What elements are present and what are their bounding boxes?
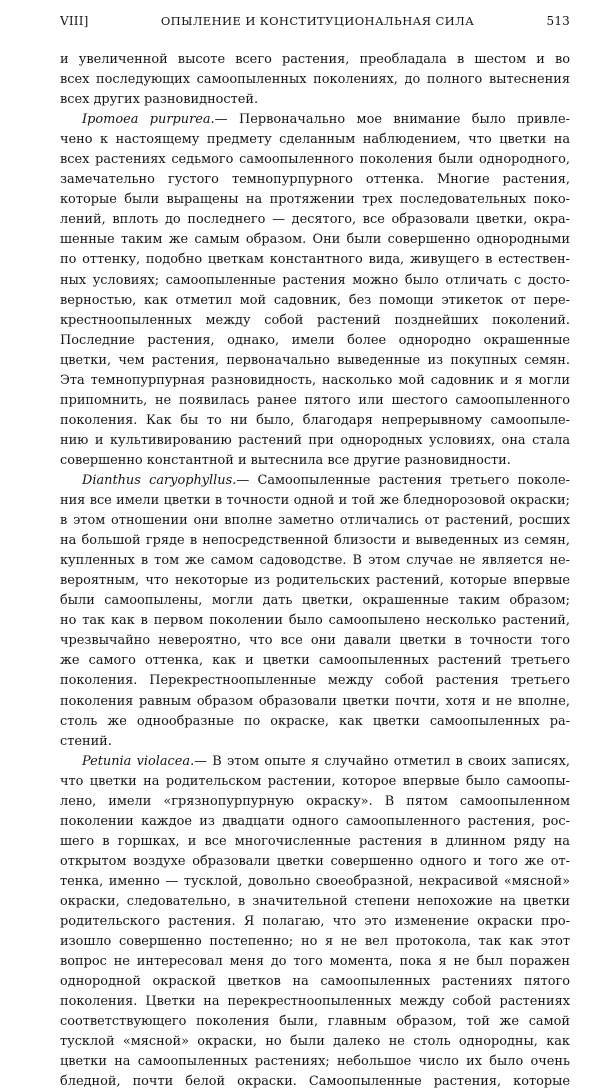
text-line: чрезвычайно невероятно, что все они давали цветки в точности того (60, 633, 570, 649)
text-line: всех последующих самоопыленных поколениях, до полного вытеснения (60, 72, 570, 88)
text-line: лено, имели «грязнопурпурную окраску». В пятом самоопыленном (60, 793, 570, 809)
text-line: поколения равным образом образовали цветки почти, хотя и не вполне, (60, 693, 570, 709)
paragraph-petunia (60, 752, 570, 1092)
text-line: в этом отношении они вполне заметно отличались от растений, росших (60, 513, 570, 529)
text-line: нию и культивированию растений при однородных условиях, она стала (60, 432, 570, 448)
text-line: которые были выращены на протяжении трех последовательных поко- (60, 192, 570, 208)
text-line: совершенно константной и вытеснила все другие разновидности. (60, 452, 511, 468)
text-line: верностью, как отметил мой садовник, без помощи этикеток от пере- (60, 292, 570, 308)
text-line: лений, вплоть до последнего — десятого, все образовали цветки, окра- (60, 212, 570, 228)
text-line: вероятным, что некоторые из родительских растений, которые впервые (60, 573, 570, 589)
text-line: были самоопылены, могли дать цветки, окрашенные таким образом; (60, 593, 570, 609)
text-line: чено к настоящему предмету сделанным наблюдением, что цветки на (60, 132, 570, 148)
running-title: ОПЫЛЕНИЕ И КОНСТИТУЦИОНАЛЬНАЯ СИЛА (160, 14, 475, 28)
species-name: Petunia violacea. (82, 753, 195, 769)
text-line: цветки на самоопыленных растениях; небольшое число их было очень (60, 1054, 570, 1070)
text-line: поколении каждое из двадцати одного самоопыленного растения, рос- (60, 813, 570, 829)
text-line: ния все имели цветки в точности одной и той же бледнорозовой окраски; (60, 493, 570, 509)
text-line: ных условиях; самоопыленные растения можно было отличать с досто- (60, 272, 570, 288)
text-line: изошло совершенно постепенно; но я не вел протокола, так как этот (60, 934, 570, 950)
text-line-rest: — В этом опыте я случайно отметил в своих записях, (194, 753, 570, 769)
text-line (60, 471, 570, 491)
text-line: припомнить, не появилась ранее пятого или шестого самоопыленного (60, 392, 570, 408)
text-line: Последние растения, однако, имели более однородно окрашенные (60, 332, 570, 348)
text-line (60, 110, 570, 130)
paragraph-dianthus (60, 471, 570, 752)
paragraph-continuation (60, 50, 570, 110)
text-line: окраски, следовательно, в значительной степени непохожие на цветки (60, 893, 570, 909)
text-line: тенка, именно — тусклой, довольно своеобразной, некрасивой «мясной» (60, 873, 570, 889)
text-line: бледной, почти белой окраски. Самоопыленные растения, которые (60, 1074, 570, 1090)
species-name: Ipomoea purpurea. (82, 112, 215, 128)
text-line: на большой гряде в непосредственной близости и выведенных из семян, (60, 533, 570, 549)
text-line (60, 752, 570, 772)
text-line: поколения. Цветки на перекрестноопыленных между собой растениях (60, 994, 570, 1010)
page-number: 513 (546, 14, 570, 28)
text-line-rest: — Первоначально мое внимание было привле- (214, 112, 570, 128)
text-line: стений. (60, 733, 112, 749)
text-line: однородной окраской цветков на самоопыленных растениях пятого (60, 974, 570, 990)
book-page (60, 14, 570, 1092)
text-line: что цветки на родительском растении, которое впервые было самоопы- (60, 773, 570, 789)
text-line: купленных в том же самом садоводстве. В этом случае не является не- (60, 553, 570, 569)
text-line: но так как в первом поколении было самоопылено несколько растений, (60, 613, 570, 629)
text-line: соответствующего поколения были, главным образом, той же самой (60, 1014, 570, 1030)
text-line: цветки, чем растения, первоначально выведенные из покупных семян. (60, 352, 570, 368)
body-text (60, 50, 570, 1092)
text-line: шенные таким же самым образом. Они были совершенно однородными (60, 232, 570, 248)
text-line: тусклой «мясной» окраски, но были далеко не столь однородны, как (60, 1034, 570, 1050)
text-line: замечательно густого темнопурпурного оттенка. Многие растения, (60, 172, 570, 188)
text-line: всех других разновидностей. (60, 92, 259, 108)
text-line: открытом воздухе образовали цветки совершенно одного и того же от- (60, 853, 570, 869)
species-name: Dianthus caryophyllus. (82, 472, 237, 488)
text-line: столь же однообразные по окраске, как цветки самоопыленных ра- (60, 713, 570, 729)
text-line: поколения. Перекрестноопыленные между собой растения третьего (60, 673, 570, 689)
text-line: и увеличенной высоте всего растения, преобладала в шестом и во (60, 52, 570, 67)
text-line: поколения. Как бы то ни было, благодаря непрерывному самоопыле- (60, 412, 570, 428)
text-line: крестноопыленных между собой растений позднейших поколений. (60, 312, 570, 328)
text-line: родительского растения. Я полагаю, что это изменение окраски про- (60, 914, 570, 930)
text-line: всех растениях седьмого самоопыленного поколения были однородного, (60, 152, 570, 168)
paragraph-ipomoea (60, 110, 570, 471)
running-header (60, 14, 570, 36)
text-line: вопрос не интересовал меня до того момента, пока я не был поражен (60, 954, 570, 970)
chapter-number: VIII] (60, 14, 89, 28)
text-line-rest: — Самоопыленные растения третьего поколе- (236, 472, 570, 488)
text-line: шего в горшках, и все многочисленные растения в длинном ряду на (60, 833, 570, 849)
text-line: же самого оттенка, как и цветки самоопыленных растений третьего (60, 653, 570, 669)
text-line: Эта темнопурпурная разновидность, насколько мой садовник и я могли (60, 372, 570, 388)
text-line: по оттенку, подобно цветкам константного вида, живущего в естествен- (60, 252, 570, 268)
